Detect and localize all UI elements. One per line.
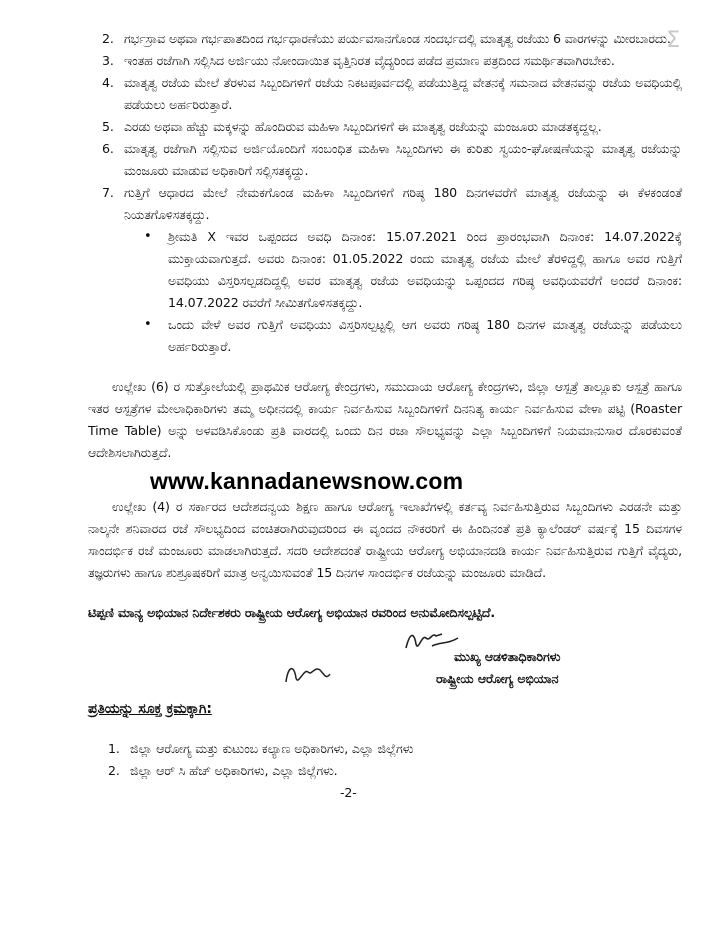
copy-list-item (108, 738, 682, 760)
bullet-item: • ಒಂದು ವೇಳೆ ಅವರ ಗುತ್ತಿಗೆ ಅವಧಿಯು ವಿಸ್ತರಿಸಲ್ಪಟ್ಟಲ್ಲಿ ಆಗ ಅವರು ಗರಿಷ್ಠ 180 ದಿನಗಳ ಮಾತೃತ್ವ ರಜೆಯನ್ನು ಪಡೆಯಲು ಅರ್ಹರಿರುತ್ತಾರೆ. (164, 314, 682, 358)
item-text: ಗರ್ಭಸ್ರಾವ ಅಥವಾ ಗರ್ಭಪಾತದಿಂದ ಗರ್ಭಧಾರಣೆಯು ಪರ್ಯವಸಾನಗೊಂಡ ಸಂದರ್ಭದಲ್ಲಿ ಮಾತೃತ್ವ ರಜೆಯು 6 ವಾರಗಳನ್ನು ಮೀರಬಾರದು. (124, 31, 671, 46)
item-number: 5. (102, 119, 114, 134)
copy-list (108, 738, 682, 782)
condition-item-3 (102, 50, 682, 72)
corner-mark: Ʃ (666, 28, 680, 53)
signatory-title: ಮುಖ್ಯ ಆಡಳಿತಾಧಿಕಾರಿಗಳು (454, 649, 561, 664)
item-text: ಗುತ್ತಿಗೆ ಆಧಾರದ ಮೇಲೆ ನೇಮಕಗೊಂಡ ಮಹಿಳಾ ಸಿಬ್ಬಂದಿಗಳಿಗೆ ಗರಿಷ್ಠ 180 ದಿನಗಳವರೆಗೆ ಮಾತೃತ್ವ ರಜೆಯನ್ನು ಈ ಕೆಳಕಂಡಂತೆ ನಿಯತಗೊಳಿಸತಕ್ಕದ್ದು. (124, 185, 682, 222)
watermark-url: www.kannadanewsnow.com (150, 468, 464, 494)
signatory-department: ರಾಷ್ಟ್ರೀಯ ಆರೋಗ್ಯ ಅಭಿಯಾನ (436, 671, 559, 686)
item-number: 3. (102, 53, 114, 68)
item-text: ಮಾತೃತ್ವ ರಜೆಯ ಮೇಲೆ ತೆರಳುವ ಸಿಬ್ಬಂದಿಗಳಿಗೆ ರಜೆಯ ನಿಕಟಪೂರ್ವದಲ್ಲಿ ಪಡೆಯುತ್ತಿದ್ದ ವೇತನಕ್ಕೆ ಸಮನಾದ ವೇತನವನ್ನು ರಜೆಯ ಅವಧಿಯಲ್ಲಿ ಪಡೆಯಲು ಅರ್ಹರಿರುತ್ತಾರೆ. (124, 75, 682, 112)
approval-note: ಟಿಪ್ಪಣಿ ಮಾನ್ಯ ಅಭಿಯಾನ ನಿರ್ದೇಶಕರು ರಾಷ್ಟ್ರೀಯ ಆರೋಗ್ಯ ಅಭಿಯಾನ ರವರಿಂದ ಅನುಮೋದಿಸಲ್ಪಟ್ಟಿದೆ. (88, 605, 496, 620)
conditions-list (102, 28, 682, 358)
copy-number: 1. (108, 741, 120, 756)
item-text: ಮಾತೃತ್ವ ರಜೆಗಾಗಿ ಸಲ್ಲಿಸುವ ಅರ್ಜಿಯೊಂದಿಗೆ ಸಂಬಂಧಿತ ಮಹಿಳಾ ಸಿಬ್ಬಂದಿಗಳು ಈ ಕುರಿತು ಸ್ವಯಂ-ಘೋಷಣೆಯನ್ನು ಮಾತೃತ್ವ ರಜೆಯನ್ನು ಮಂಜೂರು ಮಾಡುವ ಅಧಿಕಾರಿಗೆ ಸಲ್ಲಿಸತಕ್ಕದ್ದು. (124, 141, 682, 178)
item-number: 4. (102, 75, 114, 90)
bullet-item: • ಶ್ರೀಮತಿ X ಇವರ ಒಪ್ಪಂದದ ಅವಧಿ ದಿನಾಂಕ: 15.07.2021 ರಿಂದ ಪ್ರಾರಂಭವಾಗಿ ದಿನಾಂಕ: 14.07.2022ಕ್ಕೆ ಮುಕ್ತಾಯವಾಗುತ್ತದೆ. ಅವರು ದಿನಾಂಕ: 01.05.2022 ರಂದು ಮಾತೃತ್ವ ರಜೆಯ ಮೇಲೆ ತೆರಳಿದ್ದಲ್ಲಿ ಹಾಗೂ ಅವರ ಗುತ್ತಿಗೆ ಅವಧಿಯು ವಿಸ್ತರಿಸಲ್ಪಡದಿದ್ದಲ್ಲಿ ಅವರ ಮಾತೃತ್ವ ರಜೆಯ ಅವಧಿಯನ್ನು ಒಪ್ಪಂದದ ಗರಿಷ್ಠ ಅವಧಿಯವರೆಗೆ ಅಂದರೆ ದಿನಾಂಕ: 14.07.2022 ರವರೆಗೆ ಸೀಮಿತಗೊಳಿಸತಕ್ಕದ್ದು. (164, 226, 682, 314)
item-text: ಇಂತಹ ರಜೆಗಾಗಿ ಸಲ್ಲಿಸಿದ ಅರ್ಜಿಯು ನೋಂದಾಯಿತ ವೃತ್ತಿನಿರತ ವೈದ್ಯರಿಂದ ಪಡೆದ ಪ್ರಮಾಣ ಪತ್ರದಿಂದ ಸಮರ್ಥಿತವಾಗಿರಬೇಕು. (124, 53, 615, 68)
condition-item-5 (102, 116, 682, 138)
item-number: 7. (102, 185, 114, 200)
copy-number: 2. (108, 763, 120, 778)
condition-item-7 (102, 182, 682, 358)
copy-list-item (108, 760, 682, 782)
item-number: 6. (102, 141, 114, 156)
signature-icon (402, 628, 462, 654)
roster-paragraph: ಉಲ್ಲೇಖ (6) ರ ಸುತ್ತೋಲೆಯಲ್ಲಿ ಪ್ರಾಥಮಿಕ ಆರೋಗ್ಯ ಕೇಂದ್ರಗಳು, ಸಮುದಾಯ ಆರೋಗ್ಯ ಕೇಂದ್ರಗಳು, ಜಿಲ್ಲಾ ಆಸ್ಪತ್ರೆ ತಾಲ್ಲೂಕು ಆಸ್ಪತ್ರೆ ಹಾಗೂ ಇತರ ಆಸ್ಪತ್ರೆಗಳ ಮೇಲಾಧಿಕಾರಿಗಳು ತಮ್ಮ ಅಧೀನದಲ್ಲಿ ಕಾರ್ಯ ನಿರ್ವಹಿಸುವ ಸಿಬ್ಬಂದಿಗಳಿಗೆ ದಿನನಿತ್ಯ ಕಾರ್ಯ ನಿರ್ವಹಿಸುವ ವೇಳಾ ಪಟ್ಟಿ (Roaster Time Table) ಅನ್ನು ಅಳವಡಿಸಿಕೊಂಡು ಪ್ರತಿ ವಾರದಲ್ಲಿ ಒಂದು ದಿನ ರಜಾ ಸೌಲಭ್ಯವನ್ನು ಎಲ್ಲಾ ಸಿಬ್ಬಂದಿಗಳಿಗೆ ನಿಯಮಾನುಸಾರ ದೊರಕುವಂತೆ ಆದೇಶಿಸಲಾಗಿರುತ್ತದೆ. (88, 379, 682, 460)
contract-bullets (124, 226, 682, 358)
item-text: ಎರಡು ಅಥವಾ ಹೆಚ್ಚು ಮಕ್ಕಳನ್ನು ಹೊಂದಿರುವ ಮಹಿಳಾ ಸಿಬ್ಬಂದಿಗಳಿಗೆ ಈ ಮಾತೃತ್ವ ರಜೆಯನ್ನು ಮಂಜೂರು ಮಾಡತಕ್ಕದ್ದಲ್ಲ. (124, 119, 602, 134)
casual-leave-paragraph: ಉಲ್ಲೇಖ (4) ರ ಸರ್ಕಾರದ ಆದೇಶದನ್ವಯ ಶಿಕ್ಷಣ ಹಾಗೂ ಆರೋಗ್ಯ ಇಲಾಖೆಗಳಲ್ಲಿ ಕರ್ತವ್ಯ ನಿರ್ವಹಿಸುತ್ತಿರುವ ಸಿಬ್ಬಂದಿಗಳು ಎರಡನೇ ಮತ್ತು ನಾಲ್ಕನೇ ಶನಿವಾರದ ರಜೆ ಸೌಲಭ್ಯದಿಂದ ವಂಚಿತರಾಗಿರುವುದರಿಂದ ಈ ವೃಂದದ ನೌಕರರಿಗೆ ಈ ಹಿಂದಿನಂತೆ ಪ್ರತಿ ಕ್ಯಾಲೆಂಡರ್ ವರ್ಷಕ್ಕೆ 15 ದಿವಸಗಳ ಸಾಂದರ್ಭಿಕ ರಜೆ ಮಂಜೂರು ಮಾಡಲಾಗಿರುತ್ತದೆ. ಸದರಿ ಆದೇಶದಂತೆ ರಾಷ್ಟ್ರೀಯ ಆರೋಗ್ಯ ಅಭಿಯಾನದಡಿ ಕಾರ್ಯ ನಿರ್ವಹಿಸುತ್ತಿರುವ ಗುತ್ತಿಗೆ ವೈದ್ಯರು, ತಜ್ಞರುಗಳು ಹಾಗೂ ಶುಶ್ರೂಷಕರಿಗೆ ಮಾತ್ರ ಅನ್ವಯಿಸುವಂತೆ 15 ದಿನಗಳ ಸಾಂದರ್ಭಿಕ ರಜೆಯನ್ನು ಮಂಜೂರು ಮಾಡಿದೆ. (88, 499, 682, 580)
signature-block (110, 628, 682, 692)
condition-item-4 (102, 72, 682, 116)
page-number: -2- (340, 785, 357, 800)
condition-item-6 (102, 138, 682, 182)
initials-icon (282, 658, 332, 688)
copy-text: ಜಿಲ್ಲಾ ಆರ್ ಸಿ ಹೆಚ್ ಅಧಿಕಾರಿಗಳು, ಎಲ್ಲಾ ಜಿಲ್ಲೆಗಳು. (130, 763, 338, 778)
item-number: 2. (102, 31, 114, 46)
copy-heading: ಪ್ರತಿಯನ್ನು ಸೂಕ್ತ ಕ್ರಮಕ್ಕಾಗಿ: (88, 701, 212, 717)
copy-text: ಜಿಲ್ಲಾ ಆರೋಗ್ಯ ಮತ್ತು ಕುಟುಂಬ ಕಲ್ಯಾಣ ಅಧಿಕಾರಿಗಳು, ಎಲ್ಲಾ ಜಿಲ್ಲೆಗಳು (130, 741, 414, 756)
condition-item-2 (102, 28, 682, 53)
